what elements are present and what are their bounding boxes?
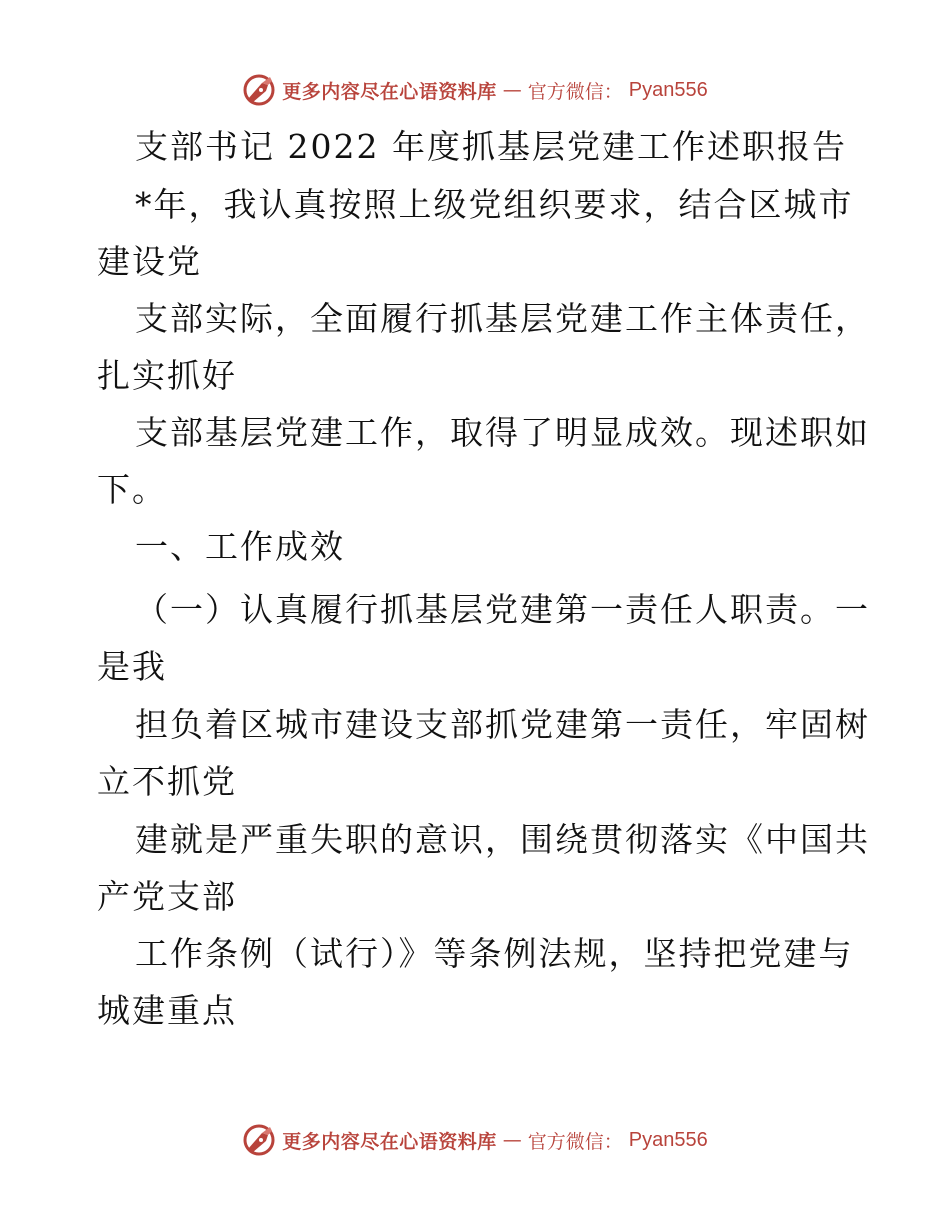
subsection-heading: （一）认真履行抓基层党建第一责任人职责。一 [135,590,870,629]
paragraph-line: 支部实际，全面履行抓基层党建工作主体责任， [135,299,870,338]
header-wechat-label: 官方微信： [527,80,623,103]
footer-site-text: 更多内容尽在心语资料库 [282,1130,497,1153]
footer-wechat-id: Pyan556 [628,1128,708,1151]
paragraph-line: 工作条例（试行）》等条例法规，坚持把党建与 [135,934,854,973]
paragraph-line: 建设党 [97,242,202,281]
paragraph-line: 城建重点 [97,991,237,1030]
header-dash: — [502,79,522,101]
pen-nib-logo-icon [242,1123,276,1157]
paragraph-line: 支部基层党建工作，取得了明显成效。现述职如 [135,413,870,452]
paragraph-line: 下。 [97,470,167,509]
paragraph-line: 产党支部 [97,877,237,916]
paragraph-line: 建就是严重失职的意识，围绕贯彻落实《中国共 [135,820,870,859]
section-heading: 一、工作成效 [135,527,345,566]
header-site-text: 更多内容尽在心语资料库 [282,80,497,103]
footer-banner [0,1120,950,1160]
document-title: 支部书记 2022 年度抓基层党建工作述职报告 [135,127,847,166]
header-banner [0,70,950,110]
footer-wechat-label: 官方微信： [527,1130,623,1153]
pen-nib-logo-icon [242,73,276,107]
footer-dash: — [502,1129,522,1151]
paragraph-line: 是我 [97,647,167,686]
paragraph-line: 担负着区城市建设支部抓党建第一责任，牢固树 [135,705,870,744]
paragraph-line: *年，我认真按照上级党组织要求，结合区城市 [135,185,854,224]
paragraph-line: 立不抓党 [97,762,237,801]
header-wechat-id: Pyan556 [628,78,708,101]
paragraph-line: 扎实抓好 [97,356,237,395]
